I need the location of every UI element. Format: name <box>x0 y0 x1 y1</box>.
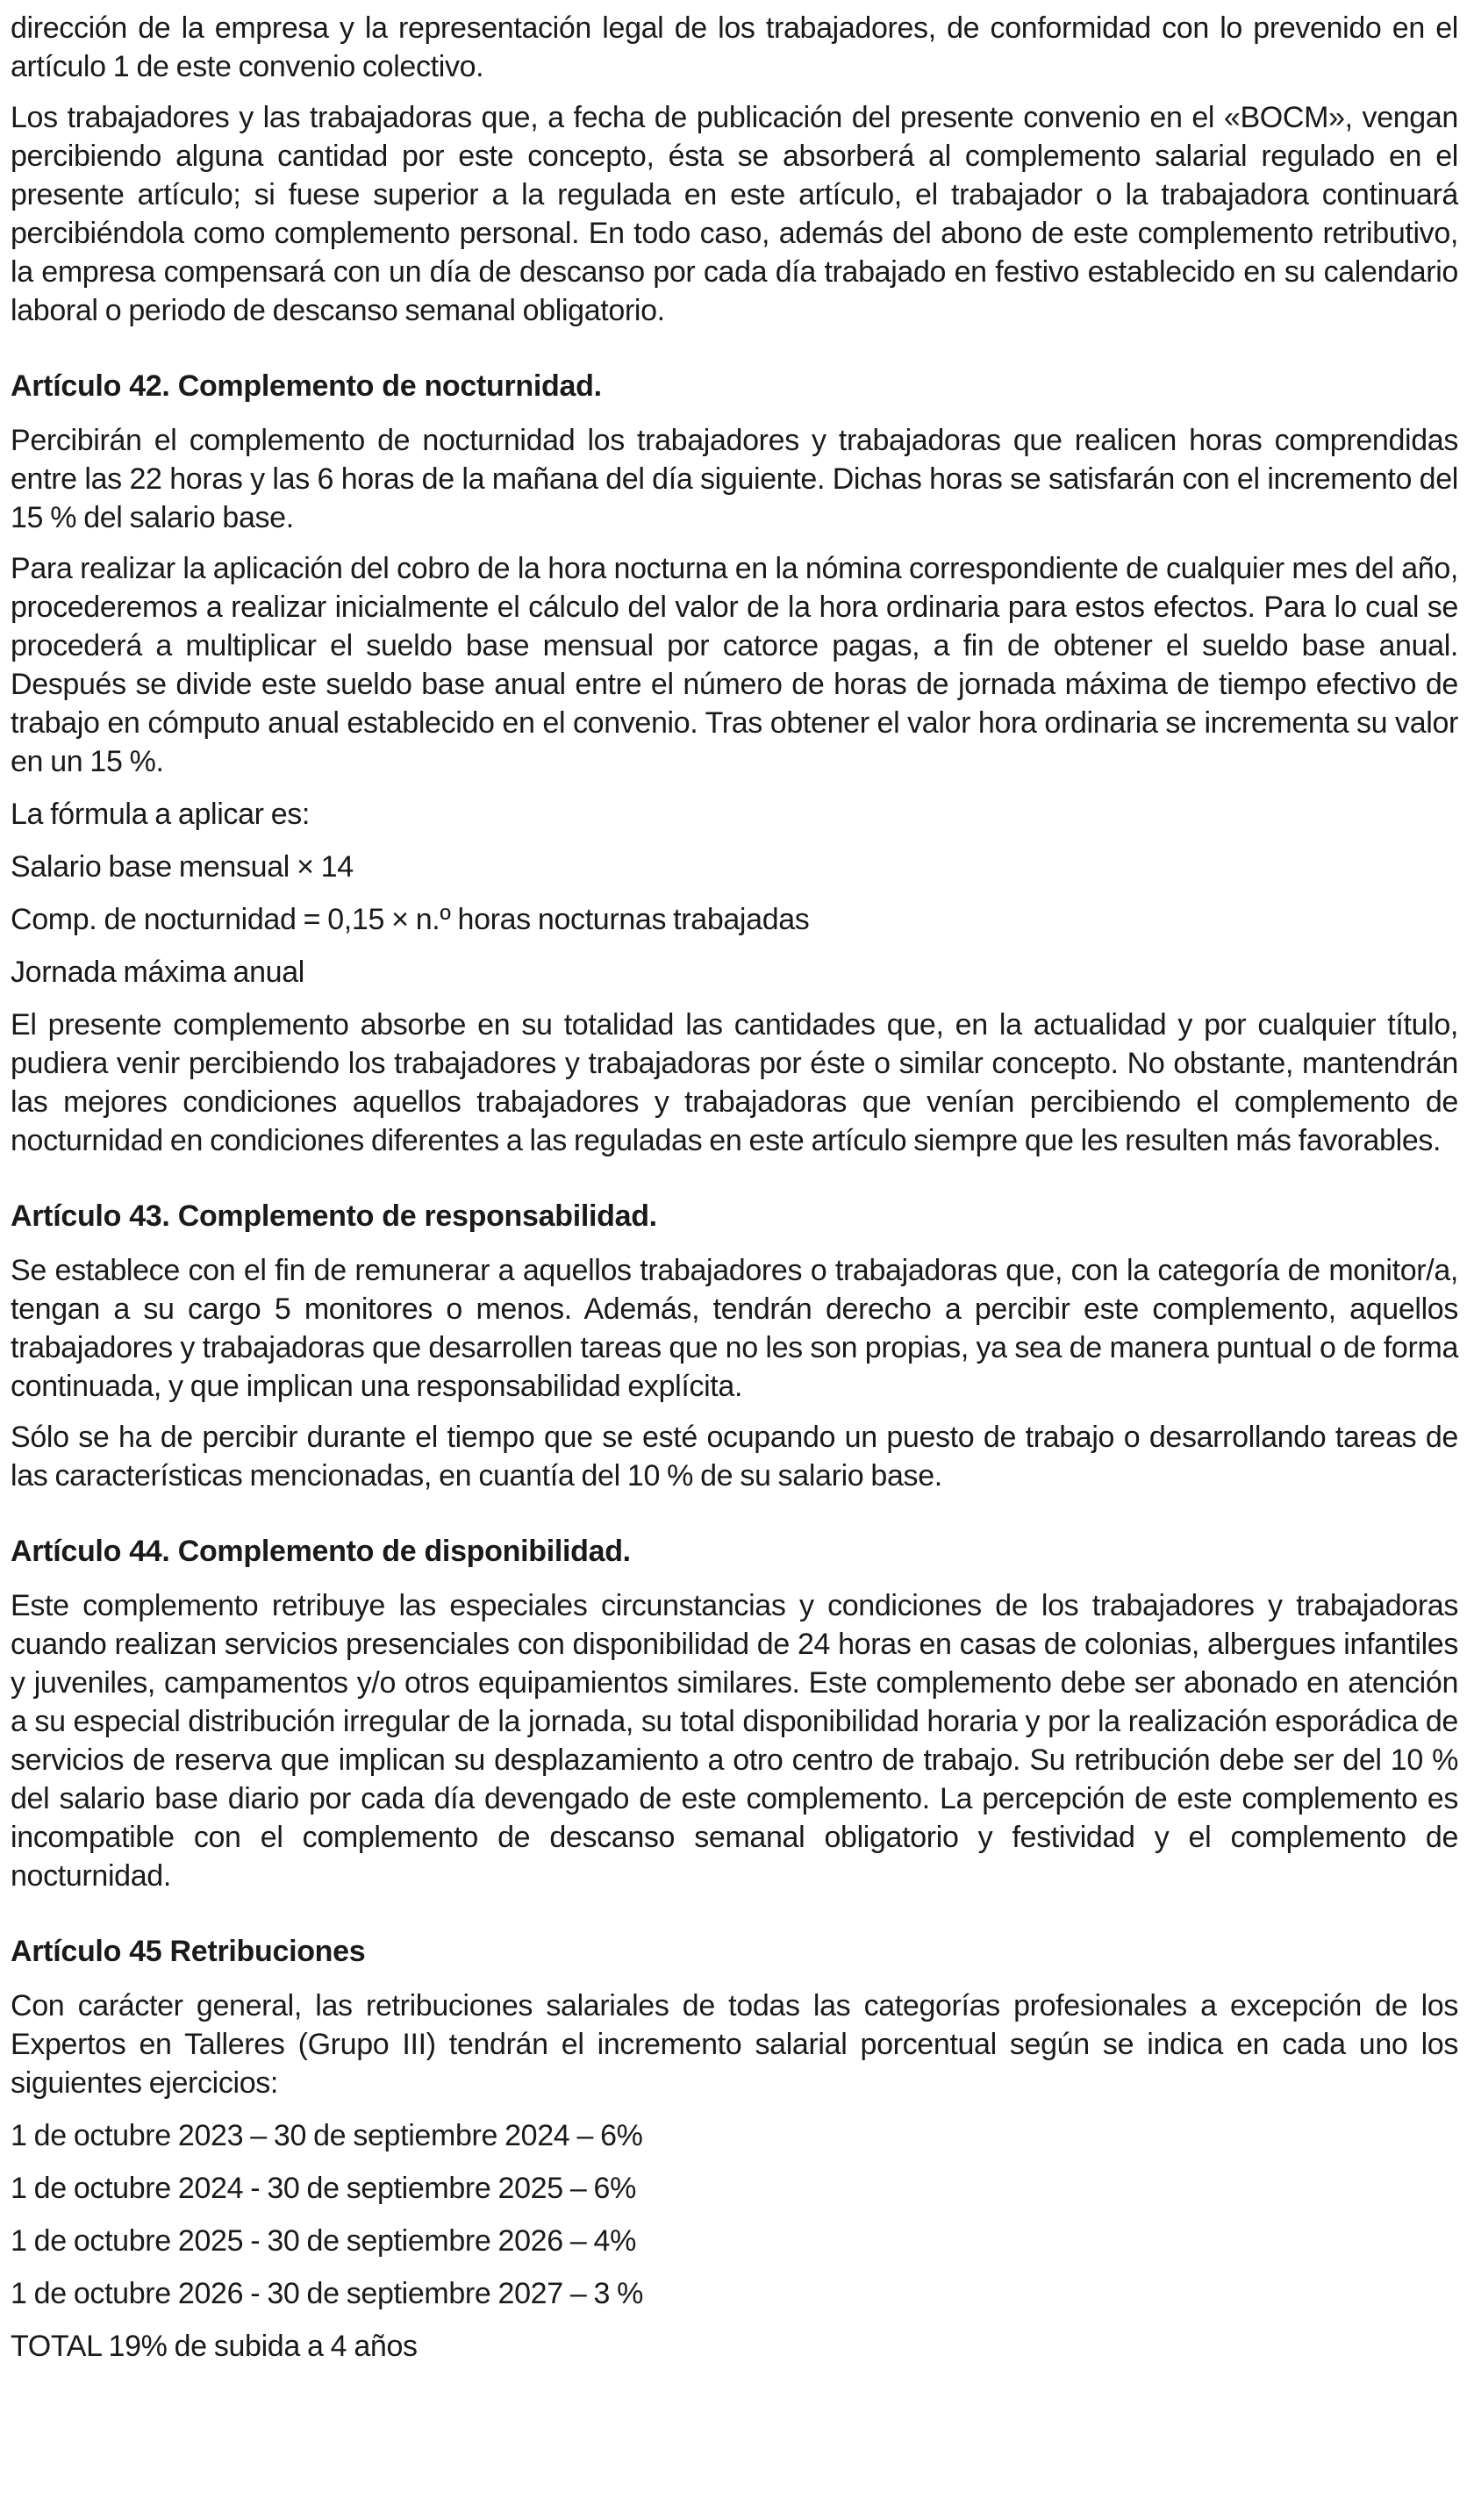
total-increase: TOTAL 19% de subida a 4 años <box>11 2330 418 2363</box>
article-42-paragraph-3: El presente complemento absorbe en su totalidad las cantidades que, en la actualidad y por cualquier título, pudiera venir percibiendo los trabajadores y trabajadoras por éste o similar concepto. No obstante, mantendrán las mejores condiciones aquellos trabajadores y trabajadoras que venían percibiendo el complemento de nocturnidad en condiciones diferentes a las reguladas en este artículo siempre que les resulten más favorables. <box>11 1008 1458 1157</box>
document-page <box>11 9 1458 2366</box>
article-44-heading: Artículo 44. Complemento de disponibilidad. <box>11 1535 631 1568</box>
article-43-paragraph-1: Se establece con el fin de remunerar a aquellos trabajadores o trabajadoras que, con la categoría de monitor/a, tengan a su cargo 5 monitores o menos. Además, tendrán derecho a percibir este complemento, aquellos trabajadores y trabajadoras que desarrollen tareas que no les son propias, ya sea de manera puntual o de forma continuada, y que implican una responsabilidad explícita. <box>11 1254 1458 1403</box>
intro-paragraph-2: Los trabajadores y las trabajadoras que, a fecha de publicación del presente convenio en el «BOCM», vengan percibiendo alguna cantidad por este concepto, ésta se absorberá al complemento salarial regulado en el presente artículo; si fuese superior a la regulada en este artículo, el trabajador o la trabajadora continuará percibiéndola como complemento personal. En todo caso, además del abono de este complemento retributivo, la empresa compensará con un día de descanso por cada día trabajado en festivo establecido en su calendario laboral o periodo de descanso semanal obligatorio. <box>11 101 1458 327</box>
period-item: 1 de octubre 2025 - 30 de septiembre 2026 – 4% <box>11 2224 636 2258</box>
formula-numerator: Salario base mensual × 14 <box>11 850 354 884</box>
article-43-paragraph-2: Sólo se ha de percibir durante el tiempo que se esté ocupando un puesto de trabajo o desarrollando tareas de las características mencionadas, en cuantía del 10 % de su salario base. <box>11 1421 1458 1493</box>
article-45-paragraph-1: Con carácter general, las retribuciones salariales de todas las categorías profesionales a excepción de los Expertos en Talleres (Grupo III) tendrán el incremento salarial porcentual según se indica en cada uno los siguientes ejercicios: <box>11 1989 1458 2100</box>
article-43-heading: Artículo 43. Complemento de responsabilidad. <box>11 1199 657 1233</box>
period-item: 1 de octubre 2023 – 30 de septiembre 2024 – 6% <box>11 2119 643 2152</box>
formula-intro: La fórmula a aplicar es: <box>11 798 310 831</box>
article-42-heading: Artículo 42. Complemento de nocturnidad. <box>11 369 602 403</box>
formula-main: Comp. de nocturnidad = 0,15 × n.º horas nocturnas trabajadas <box>11 903 810 936</box>
period-item: 1 de octubre 2026 - 30 de septiembre 2027 – 3 % <box>11 2277 644 2310</box>
article-42-paragraph-2: Para realizar la aplicación del cobro de la hora nocturna en la nómina correspondiente de cualquier mes del año, procederemos a realizar inicialmente el cálculo del valor de la hora ordinaria para estos efectos. Para lo cual se procederá a multiplicar el sueldo base mensual por catorce pagas, a fin de obtener el sueldo base anual. Después se divide este sueldo base anual entre el número de horas de jornada máxima de tiempo efectivo de trabajo en cómputo anual establecido en el convenio. Tras obtener el valor hora ordinaria se incrementa su valor en un 15 %. <box>11 552 1458 778</box>
intro-paragraph-1: dirección de la empresa y la representación legal de los trabajadores, de conformidad con lo prevenido en el artículo 1 de este convenio colectivo. <box>11 11 1458 83</box>
article-42-paragraph-1: Percibirán el complemento de nocturnidad los trabajadores y trabajadoras que realicen horas comprendidas entre las 22 horas y las 6 horas de la mañana del día siguiente. Dichas horas se satisfarán con el incremento del 15 % del salario base. <box>11 424 1458 534</box>
period-item: 1 de octubre 2024 - 30 de septiembre 2025 – 6% <box>11 2172 636 2205</box>
article-45-heading: Artículo 45 Retribuciones <box>11 1935 366 1968</box>
formula-denominator: Jornada máxima anual <box>11 956 304 989</box>
article-44-paragraph-1: Este complemento retribuye las especiales circunstancias y condiciones de los trabajadores y trabajadoras cuando realizan servicios presenciales con disponibilidad de 24 horas en casas de colonias, albergues infantiles y juveniles, campamentos y/o otros equipamientos similares. Este complemento debe ser abonado en atención a su especial distribución irregular de la jornada, su total disponibilidad horaria y por la realización esporádica de servicios de reserva que implican su desplazamiento a otro centro de trabajo. Su retribución debe ser del 10 % del salario base diario por cada día devengado de este complemento. La percepción de este complemento es incompatible con el complemento de descanso semanal obligatorio y festividad y el complemento de nocturnidad. <box>11 1589 1458 1893</box>
